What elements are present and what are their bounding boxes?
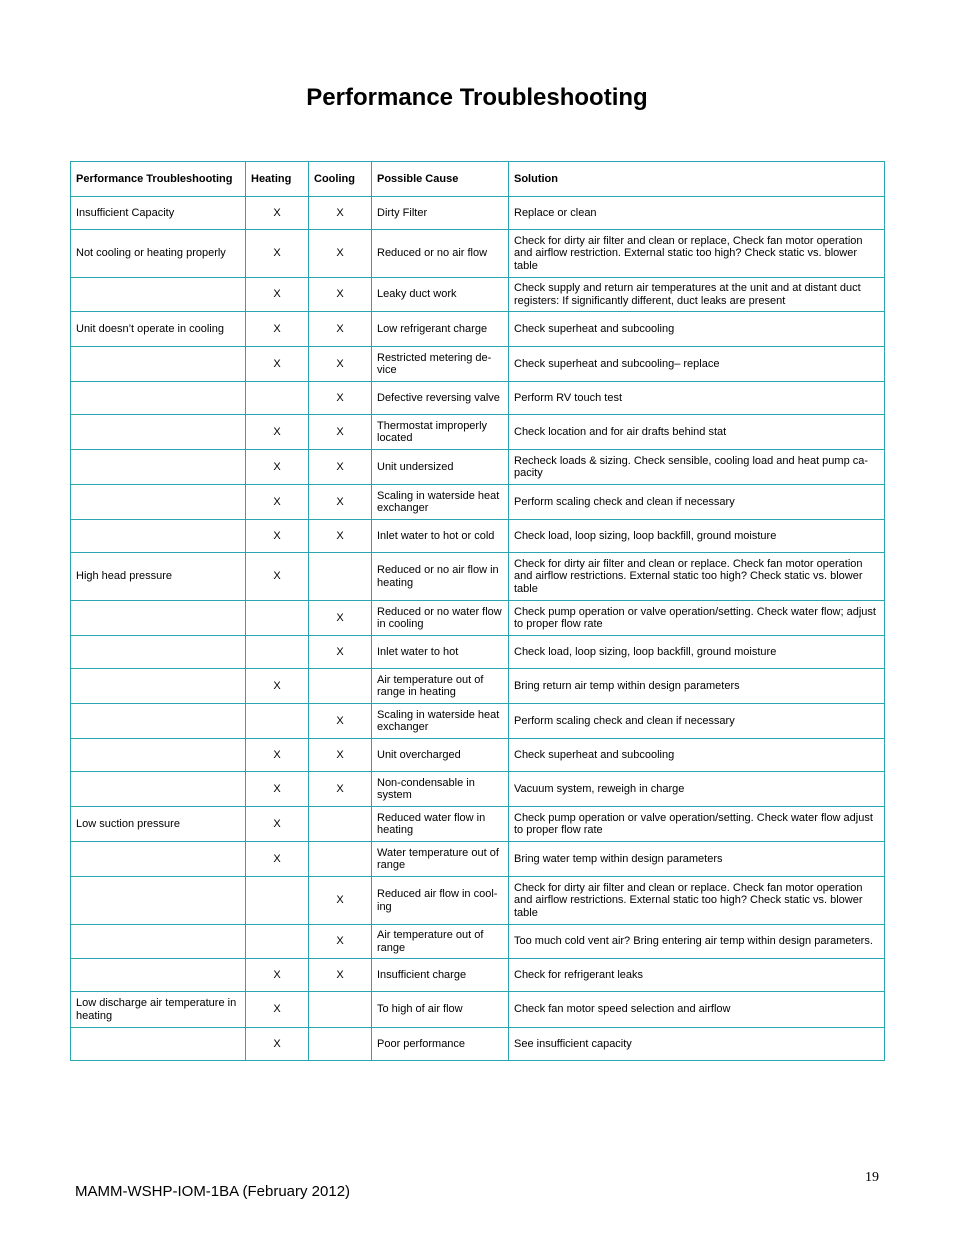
cooling-mark — [309, 992, 372, 1028]
header-heating: Heating — [246, 162, 309, 197]
problem-cell — [71, 842, 246, 877]
problem-cell — [71, 450, 246, 485]
heating-mark: X — [246, 415, 309, 450]
problem-cell — [71, 601, 246, 636]
problem-cell — [71, 347, 246, 382]
table-row — [71, 959, 885, 992]
heating-mark: X — [246, 842, 309, 877]
possible-cause-cell: Air temperature out of range — [372, 925, 509, 959]
heating-mark — [246, 704, 309, 739]
problem-cell — [71, 925, 246, 959]
cooling-mark — [309, 553, 372, 601]
possible-cause-cell: Poor performance — [372, 1028, 509, 1061]
heating-mark: X — [246, 278, 309, 312]
heating-mark: X — [246, 669, 309, 704]
possible-cause-cell: To high of air flow — [372, 992, 509, 1028]
table-row — [71, 739, 885, 772]
possible-cause-cell: Low refrigerant charge — [372, 312, 509, 347]
cooling-mark: X — [309, 485, 372, 520]
table-row — [71, 415, 885, 450]
cooling-mark: X — [309, 312, 372, 347]
possible-cause-cell: Inlet water to hot or cold — [372, 520, 509, 553]
cooling-mark: X — [309, 197, 372, 230]
problem-cell: Insufficient Capacity — [71, 197, 246, 230]
cooling-mark: X — [309, 347, 372, 382]
solution-cell: Check pump operation or valve operation/setting. Check water flow adjust to proper flow rate — [509, 807, 885, 842]
solution-cell: Check load, loop sizing, loop backfill, ground moisture — [509, 520, 885, 553]
heating-mark: X — [246, 553, 309, 601]
table-row — [71, 636, 885, 669]
table-row — [71, 807, 885, 842]
problem-cell: Unit doesn’t operate in cooling — [71, 312, 246, 347]
heating-mark: X — [246, 739, 309, 772]
solution-cell: Bring water temp within design parameters — [509, 842, 885, 877]
possible-cause-cell: Restricted metering de-vice — [372, 347, 509, 382]
page-title: Performance Troubleshooting — [306, 84, 648, 111]
problem-cell — [71, 520, 246, 553]
cooling-mark: X — [309, 877, 372, 925]
solution-cell: Check superheat and subcooling — [509, 739, 885, 772]
heating-mark: X — [246, 772, 309, 807]
problem-cell — [71, 382, 246, 415]
problem-cell — [71, 877, 246, 925]
possible-cause-cell: Reduced air flow in cool-ing — [372, 877, 509, 925]
possible-cause-cell: Reduced water flow in heating — [372, 807, 509, 842]
solution-cell: See insufficient capacity — [509, 1028, 885, 1061]
solution-cell: Check load, loop sizing, loop backfill, ground moisture — [509, 636, 885, 669]
cooling-mark — [309, 842, 372, 877]
table-row — [71, 230, 885, 278]
possible-cause-cell: Water temperature out of range — [372, 842, 509, 877]
cooling-mark: X — [309, 415, 372, 450]
cooling-mark — [309, 1028, 372, 1061]
possible-cause-cell: Reduced or no water flow in cooling — [372, 601, 509, 636]
table-row — [71, 704, 885, 739]
possible-cause-cell: Inlet water to hot — [372, 636, 509, 669]
solution-cell: Check fan motor speed selection and airflow — [509, 992, 885, 1028]
heating-mark: X — [246, 347, 309, 382]
heating-mark — [246, 636, 309, 669]
solution-cell: Replace or clean — [509, 197, 885, 230]
heating-mark: X — [246, 485, 309, 520]
heating-mark — [246, 601, 309, 636]
cooling-mark: X — [309, 959, 372, 992]
possible-cause-cell: Dirty Filter — [372, 197, 509, 230]
cooling-mark: X — [309, 739, 372, 772]
possible-cause-cell: Reduced or no air flow — [372, 230, 509, 278]
solution-cell: Check for dirty air filter and clean or replace. Check fan motor operation and airflow restrictions. External static too high? Check static vs. blower table — [509, 553, 885, 601]
heating-mark: X — [246, 807, 309, 842]
table-row — [71, 842, 885, 877]
possible-cause-cell: Unit undersized — [372, 450, 509, 485]
possible-cause-cell: Non-condensable in system — [372, 772, 509, 807]
heating-mark: X — [246, 959, 309, 992]
cooling-mark: X — [309, 601, 372, 636]
header-cause: Possible Cause — [372, 162, 509, 197]
cooling-mark: X — [309, 230, 372, 278]
header-problem: Performance Troubleshooting — [71, 162, 246, 197]
possible-cause-cell: Defective reversing valve — [372, 382, 509, 415]
table-row — [71, 312, 885, 347]
problem-cell: Not cooling or heating properly — [71, 230, 246, 278]
solution-cell: Check location and for air drafts behind stat — [509, 415, 885, 450]
solution-cell: Check for refrigerant leaks — [509, 959, 885, 992]
cooling-mark — [309, 669, 372, 704]
heating-mark: X — [246, 312, 309, 347]
cooling-mark: X — [309, 450, 372, 485]
table-row — [71, 553, 885, 601]
page-number: 19 — [865, 1170, 879, 1185]
table-row — [71, 197, 885, 230]
solution-cell: Too much cold vent air? Bring entering air temp within design parameters. — [509, 925, 885, 959]
solution-cell: Recheck loads & sizing. Check sensible, cooling load and heat pump ca-pacity — [509, 450, 885, 485]
solution-cell: Perform RV touch test — [509, 382, 885, 415]
table-row — [71, 450, 885, 485]
problem-cell — [71, 415, 246, 450]
table-row — [71, 278, 885, 312]
cooling-mark: X — [309, 636, 372, 669]
table-row — [71, 601, 885, 636]
table-row — [71, 877, 885, 925]
possible-cause-cell: Thermostat improperly located — [372, 415, 509, 450]
document-footer: MAMM-WSHP-IOM-1BA (February 2012) — [75, 1183, 351, 1200]
cooling-mark: X — [309, 925, 372, 959]
table-row — [71, 485, 885, 520]
possible-cause-cell: Insufficient charge — [372, 959, 509, 992]
heating-mark — [246, 877, 309, 925]
possible-cause-cell: Leaky duct work — [372, 278, 509, 312]
heating-mark — [246, 925, 309, 959]
problem-cell — [71, 1028, 246, 1061]
table-row — [71, 520, 885, 553]
heating-mark: X — [246, 230, 309, 278]
cooling-mark: X — [309, 772, 372, 807]
solution-cell: Perform scaling check and clean if necessary — [509, 704, 885, 739]
solution-cell: Bring return air temp within design parameters — [509, 669, 885, 704]
solution-cell: Check supply and return air temperatures at the unit and at distant duct registers: If significantly different, duct leaks are present — [509, 278, 885, 312]
heating-mark: X — [246, 992, 309, 1028]
possible-cause-cell: Reduced or no air flow in heating — [372, 553, 509, 601]
solution-cell: Check for dirty air filter and clean or replace. Check fan motor operation and airflow restrictions. External static too high? Check static vs. blower table — [509, 877, 885, 925]
table-row — [71, 1028, 885, 1061]
heating-mark — [246, 382, 309, 415]
cooling-mark: X — [309, 704, 372, 739]
solution-cell: Check superheat and subcooling — [509, 312, 885, 347]
table-row — [71, 772, 885, 807]
troubleshooting-table — [70, 161, 885, 1061]
header-cooling: Cooling — [309, 162, 372, 197]
table-header-row — [71, 162, 885, 197]
problem-cell — [71, 704, 246, 739]
heating-mark: X — [246, 197, 309, 230]
solution-cell: Check pump operation or valve operation/setting. Check water flow; adjust to proper flow rate — [509, 601, 885, 636]
problem-cell: Low suction pressure — [71, 807, 246, 842]
problem-cell — [71, 669, 246, 704]
solution-cell: Check superheat and subcooling– replace — [509, 347, 885, 382]
problem-cell — [71, 772, 246, 807]
heating-mark: X — [246, 450, 309, 485]
solution-cell: Perform scaling check and clean if necessary — [509, 485, 885, 520]
table-row — [71, 382, 885, 415]
heating-mark: X — [246, 520, 309, 553]
header-solution: Solution — [509, 162, 885, 197]
problem-cell: High head pressure — [71, 553, 246, 601]
cooling-mark: X — [309, 520, 372, 553]
possible-cause-cell: Air temperature out of range in heating — [372, 669, 509, 704]
cooling-mark — [309, 807, 372, 842]
cooling-mark: X — [309, 382, 372, 415]
problem-cell — [71, 739, 246, 772]
solution-cell: Vacuum system, reweigh in charge — [509, 772, 885, 807]
table-row — [71, 347, 885, 382]
problem-cell: Low discharge air temperature in heating — [71, 992, 246, 1028]
problem-cell — [71, 636, 246, 669]
problem-cell — [71, 485, 246, 520]
heating-mark: X — [246, 1028, 309, 1061]
table-row — [71, 669, 885, 704]
table-row — [71, 925, 885, 959]
possible-cause-cell: Scaling in waterside heat exchanger — [372, 704, 509, 739]
possible-cause-cell: Scaling in waterside heat exchanger — [372, 485, 509, 520]
problem-cell — [71, 278, 246, 312]
table-row — [71, 992, 885, 1028]
problem-cell — [71, 959, 246, 992]
solution-cell: Check for dirty air filter and clean or replace, Check fan motor operation and airflow restriction. External static too high? Check static vs. blower table — [509, 230, 885, 278]
possible-cause-cell: Unit overcharged — [372, 739, 509, 772]
cooling-mark: X — [309, 278, 372, 312]
